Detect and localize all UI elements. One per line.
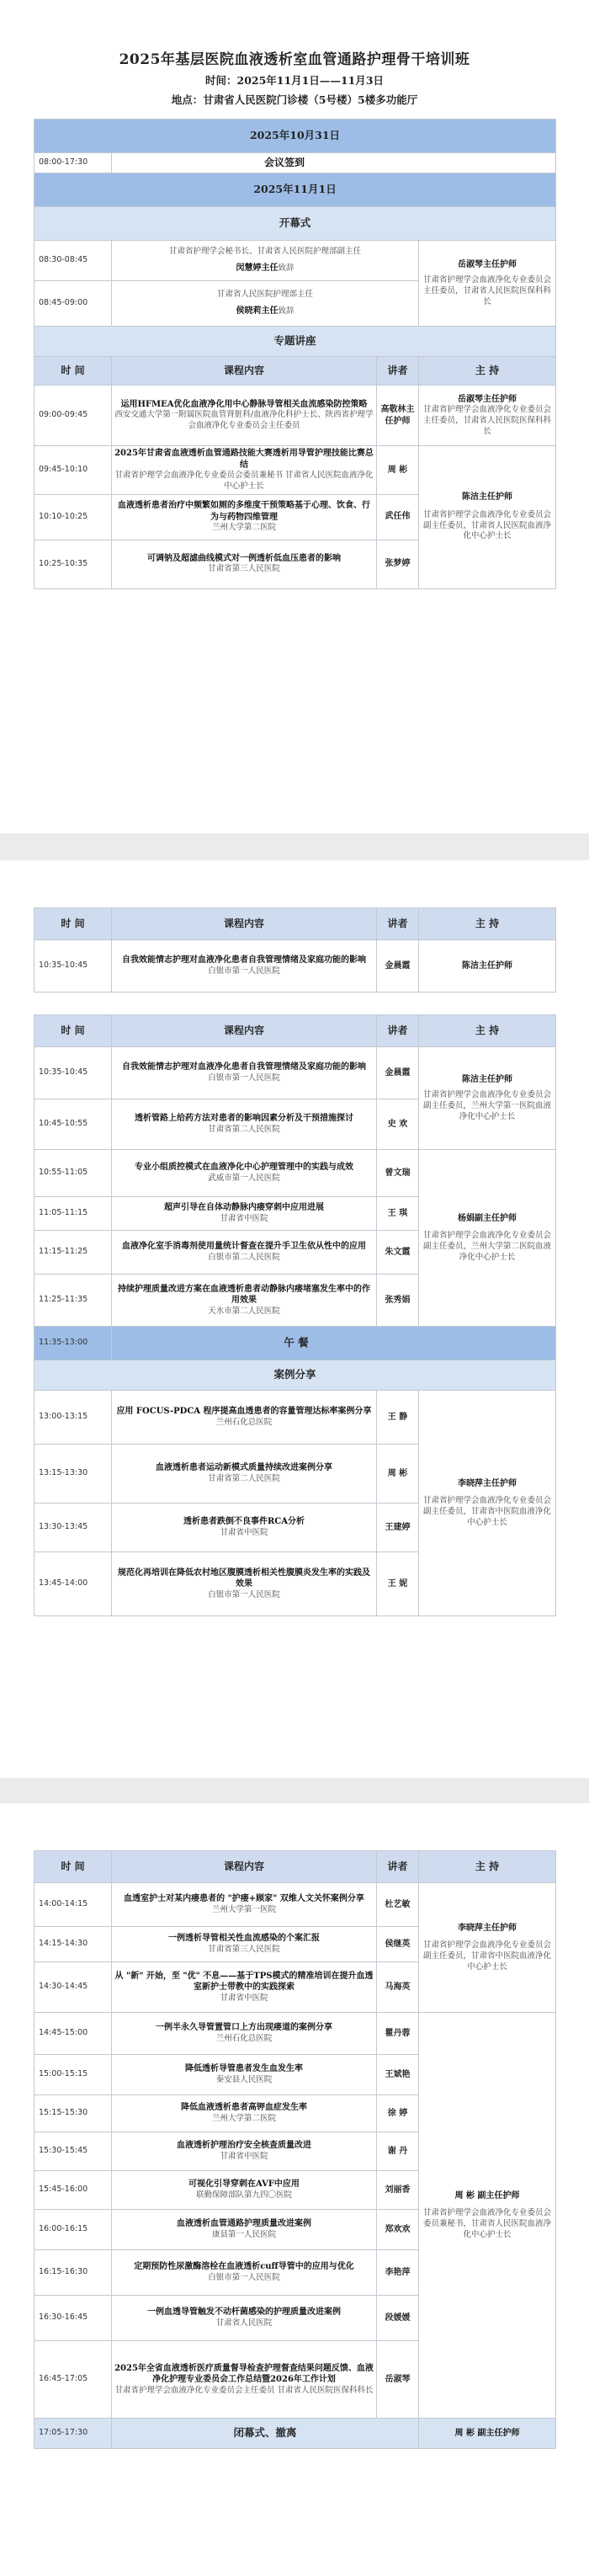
table-row [34, 153, 556, 173]
column-header-row [34, 908, 556, 940]
speaker-cell: 金晨霞 [377, 1047, 419, 1099]
time-cell: 08:30-08:45 [34, 241, 112, 281]
topic-title: 定期预防性尿激酶溶栓在血液透析cuff导管中的应用与优化 [134, 2262, 354, 2272]
time-cell: 16:30-16:45 [34, 2296, 112, 2341]
time-cell: 14:15-14:30 [34, 1927, 112, 1962]
time-cell: 10:35-10:45 [34, 940, 112, 993]
topic-cell [112, 2210, 377, 2250]
speaker-cell: 高敬林主任护师 [377, 386, 419, 446]
host-name: 李晓萍主任护师 [458, 1923, 517, 1933]
time-cell: 16:45-17:05 [34, 2341, 112, 2419]
col-header-topic: 课程内容 [112, 1851, 377, 1883]
table-row [34, 2013, 556, 2055]
speaker-cell: 岳淑琴 [377, 2341, 419, 2419]
speaker-cell: 王 妮 [377, 1552, 419, 1616]
time-cell: 10:35-10:45 [34, 1047, 112, 1099]
time-cell: 14:45-15:00 [34, 2013, 112, 2055]
table-row [34, 1391, 556, 1445]
time-cell: 10:55-11:05 [34, 1150, 112, 1197]
topic-cell [112, 281, 419, 327]
speaker-name: 闵慧婷主任 [236, 263, 279, 273]
topic-unit: 白银市第一人民医院 [208, 1589, 280, 1599]
topic-cell [112, 1391, 377, 1445]
topic-cell [112, 2250, 377, 2296]
col-header-speaker: 讲者 [377, 1851, 419, 1883]
topic-cell [112, 1047, 377, 1099]
time-cell: 15:00-15:15 [34, 2055, 112, 2095]
column-header-row [34, 357, 556, 386]
speaker-cell: 段媛媛 [377, 2296, 419, 2341]
section-header-cases [34, 1360, 556, 1391]
topic-title: 透析患者跌倒不良事件RCA分析 [183, 1517, 305, 1527]
topic-unit: 白银市第一人民医院 [208, 2272, 280, 2282]
day-header-nov1 [34, 173, 556, 207]
topic-unit: 天水市第二人民医院 [208, 1306, 280, 1316]
host-cell [419, 1883, 556, 2013]
time-cell: 13:45-14:00 [34, 1552, 112, 1616]
host-name: 岳淑琴主任护师 [458, 259, 517, 269]
topic-unit: 甘肃省人民医院 [215, 2318, 273, 2328]
speaker-cell: 谢 丹 [377, 2132, 419, 2171]
col-header-topic: 课程内容 [112, 357, 377, 386]
topic-unit: 甘肃省中医院 [220, 2151, 268, 2161]
topic-unit: 兰州石化总医院 [215, 1417, 273, 1427]
topic-title: 运用HFMEA优化血液净化用中心静脉导管相关血流感染防控策略 [120, 399, 368, 409]
host-name: 岳淑琴主任护师 [458, 394, 517, 404]
topic-unit: 兰州大学第二医院 [211, 2113, 276, 2123]
col-header-host: 主 持 [419, 908, 556, 940]
time-cell: 10:25-10:35 [34, 540, 112, 588]
section-header-lecture [34, 327, 556, 357]
topic-title: 血液透析患者运动新模式质量持续改进案例分享 [156, 1463, 332, 1473]
closing-label: 闭幕式、撤离 [112, 2419, 419, 2449]
document-date: 时间：2025年11月1日——11月3日 [205, 74, 384, 87]
speaker-cell: 张梦婷 [377, 540, 419, 588]
host-desc: 甘肃省护理学会血液净化专业委员会副主任委员，甘肃省中医院血液净化中心护士长 [422, 1496, 551, 1527]
schedule-table-2a [34, 907, 556, 993]
topic-cell [112, 940, 377, 993]
table-row [34, 241, 556, 281]
section-label: 案例分享 [34, 1360, 556, 1391]
schedule-table-2b [34, 1014, 556, 1616]
topic-unit: 甘肃省第二人民医院 [208, 1124, 280, 1134]
col-header-topic: 课程内容 [112, 908, 377, 940]
day-label: 2025年11月1日 [34, 173, 556, 207]
host-desc: 甘肃省护理学会血液净化专业委员会委员兼秘书，甘肃省人民医院血液净化中心护士长 [422, 2208, 551, 2239]
topic-unit: 兰州石化总医院 [215, 2033, 273, 2043]
lunch-label: 午 餐 [112, 1327, 556, 1360]
col-header-time: 时 间 [34, 1851, 112, 1883]
topic-unit: 甘肃省中医院 [220, 1527, 268, 1537]
speaker-cell: 武任伟 [377, 494, 419, 540]
host-desc: 甘肃省护理学会血液净化专业委员会副主任委员，兰州大学第二医院血液净化中心护士长 [422, 1231, 551, 1262]
speaker-cell: 郑欢欢 [377, 2210, 419, 2250]
topic-title: 可视化引导穿刺在AVF中应用 [188, 2179, 300, 2190]
time-cell: 13:15-13:30 [34, 1445, 112, 1504]
topic-unit: 康县第一人民医院 [211, 2229, 276, 2239]
topic-unit: 甘肃省中医院 [220, 1213, 268, 1223]
speaker-cell: 王斌艳 [377, 2055, 419, 2095]
topic-title: 从 "新" 开始，至 "优" 不息——基于TPS模式的精准培训在提升血透室新护士带教中的实践探索 [114, 1971, 374, 1993]
speaker-cell: 曾文瑞 [377, 1150, 419, 1197]
topic-cell [112, 386, 377, 446]
topic-title: 超声引导在自体动静脉内瘘穿刺中应用进展 [164, 1203, 324, 1213]
time-cell: 13:30-13:45 [34, 1504, 112, 1552]
topic-title: 自我效能情志护理对血液净化患者自我管理情绪及家庭功能的影响 [122, 955, 366, 966]
time-cell: 11:15-11:25 [34, 1231, 112, 1275]
host-cell: 陈洁主任护师 [419, 940, 556, 993]
col-header-speaker: 讲者 [377, 357, 419, 386]
time-cell: 17:05-17:30 [34, 2419, 112, 2449]
topic-title: 降低血液透析患者高钾血症发生率 [181, 2103, 307, 2113]
topic-unit: 甘肃省护理学会血液净化专业委员会主任委员 甘肃省人民医院医保科科长 [114, 2385, 374, 2395]
table-row [34, 386, 556, 446]
topic-cell [112, 1197, 377, 1231]
section-label: 专题讲座 [34, 327, 556, 357]
topic-title: 应用 FOCUS-PDCA 程序提高血透患者的容量管理达标率案例分享 [116, 1407, 372, 1417]
page-2 [0, 860, 589, 1778]
topic-unit: 联勤保障部队第九四〇医院 [195, 2190, 292, 2200]
topic-unit: 白银市第二人民医院 [208, 1252, 280, 1262]
col-header-speaker: 讲者 [377, 1015, 419, 1047]
time-cell: 11:25-11:35 [34, 1275, 112, 1327]
lunch-row [34, 1327, 556, 1360]
topic-cell [112, 1231, 377, 1275]
host-cell [419, 1047, 556, 1150]
host-cell [419, 1150, 556, 1327]
time-cell: 10:10-10:25 [34, 494, 112, 540]
table-row [34, 1883, 556, 1927]
page-1 [0, 0, 589, 833]
document-title: 2025年基层医院血液透析室血管通路护理骨干培训班 [119, 51, 470, 68]
time-cell: 14:00-14:15 [34, 1883, 112, 1927]
time-cell: 15:45-16:00 [34, 2171, 112, 2210]
topic-unit: 白银市第一人民医院 [208, 966, 280, 976]
speaker-desc: 甘肃省人民医院护理部主任 [216, 290, 313, 300]
topic-cell [112, 2341, 377, 2419]
col-header-topic: 课程内容 [112, 1015, 377, 1047]
speaker-cell: 刘丽香 [377, 2171, 419, 2210]
topic-title: 2025年全省血液透析医疗质量督导检查护理督查结果问题反馈、血液净化护理专业委员会工作总结暨2026年工作计划 [114, 2363, 374, 2385]
topic-cell [112, 2132, 377, 2171]
host-desc: 甘肃省护理学会血液净化专业委员会副主任委员，甘肃省中医院血液净化中心护士长 [422, 1940, 551, 1972]
topic-unit: 武威市第一人民医院 [208, 1173, 280, 1183]
speaker-cell: 王建婷 [377, 1504, 419, 1552]
speaker-cell: 张秀娟 [377, 1275, 419, 1327]
topic-cell [112, 2013, 377, 2055]
speaker-role: 致辞 [278, 263, 294, 273]
topic-cell [112, 494, 377, 540]
topic-title: 一例血透导管触发不动杆菌感染的护理质量改进案例 [147, 2307, 341, 2318]
document-header [34, 0, 555, 107]
topic-cell [112, 1883, 377, 1927]
topic-unit: 兰州大学第二医院 [211, 523, 276, 533]
host-desc: 甘肃省护理学会血液净化专业委员会副主任委员，兰州大学第一医院血液净化中心护士长 [422, 1090, 551, 1121]
schedule-table-1 [34, 119, 556, 589]
speaker-cell: 王 琪 [377, 1197, 419, 1231]
host-name: 杨娟副主任护师 [458, 1213, 517, 1223]
table-row [34, 940, 556, 993]
topic-unit: 兰州大学第一医院 [211, 1904, 276, 1914]
topic-title: 持续护理质量改进方案在血液透析患者动静脉内瘘堵塞发生率中的作用效果 [118, 1284, 370, 1306]
topic-unit: 西安交通大学第一附属医院血管肾脏科/血液净化科护士长、陕西省护理学会血液净化专业委员会主任委员 [114, 410, 374, 431]
speaker-cell: 瞿丹蓉 [377, 2013, 419, 2055]
col-header-time: 时 间 [34, 357, 112, 386]
time-cell: 14:30-14:45 [34, 1962, 112, 2013]
closing-row [34, 2419, 556, 2449]
speaker-cell: 徐 婷 [377, 2095, 419, 2132]
time-cell: 16:15-16:30 [34, 2250, 112, 2296]
time-cell: 15:30-15:45 [34, 2132, 112, 2171]
speaker-cell: 王 静 [377, 1391, 419, 1445]
topic-cell [112, 1927, 377, 1962]
time-cell: 11:05-11:15 [34, 1197, 112, 1231]
topic-title: 血液透析患者治疗中频繁如厕的多维度干预策略基于心理、饮食、行为与药物四维管理 [118, 501, 370, 522]
host-desc: 甘肃省护理学会血液净化专业委员会主任委员，甘肃省人民医院医保科科长 [423, 275, 552, 306]
topic-cell [112, 2296, 377, 2341]
topic-cell [112, 1150, 377, 1197]
speaker-role: 致辞 [278, 306, 294, 316]
topic-cell [112, 1099, 377, 1150]
topic-title: 专业小组质控模式在血液净化中心护理管理中的实践与成效 [135, 1163, 353, 1173]
speaker-desc: 甘肃省护理学会秘书长、甘肃省人民医院护理部副主任 [168, 247, 361, 257]
time-cell: 09:45-10:10 [34, 446, 112, 495]
topic-title: 透析管路上给药方法对患者的影响因素分析及干预措施探讨 [135, 1114, 353, 1124]
topic-cell [112, 446, 377, 495]
topic-title: 血透室护士对某内瘘患者的 "护瘘+顾家" 双维人文关怀案例分享 [124, 1894, 364, 1904]
topic-title: 一例半永久导管置管口上方出现瘘道的案例分享 [156, 2023, 332, 2033]
topic-title: 一例透析导管相关性血流感染的个案汇报 [168, 1934, 320, 1944]
host-name: 周 彬 副主任护师 [454, 2190, 520, 2201]
col-header-time: 时 间 [34, 1015, 112, 1047]
table-row [34, 1047, 556, 1099]
topic-title: 可调钠及超滤曲线模式对一例透析低血压患者的影响 [147, 553, 341, 563]
speaker-cell: 周 彬 [377, 1445, 419, 1504]
topic-title: 2025年甘肃省血液透析血管通路技能大赛透析用导管护理技能比赛总结 [114, 449, 374, 470]
schedule-table-3 [34, 1850, 556, 2449]
speaker-cell: 杜艺敏 [377, 1883, 419, 1927]
speaker-cell: 侯继英 [377, 1927, 419, 1962]
topic-unit: 白银市第一人民医院 [208, 1072, 280, 1083]
col-header-host: 主 持 [419, 1851, 556, 1883]
section-header-opening [34, 207, 556, 241]
topic-cell [112, 241, 419, 281]
speaker-cell: 马海英 [377, 1962, 419, 2013]
table-row [34, 446, 556, 495]
column-header-row [34, 1015, 556, 1047]
host-desc: 甘肃省护理学会血液净化专业委员会主任委员，甘肃省人民医院医保科科长 [423, 405, 552, 436]
topic-cell [112, 1962, 377, 2013]
host-cell [419, 2013, 556, 2419]
topic-title: 血液净化室手消毒剂使用量统计督查在提升手卫生依从性中的应用 [122, 1242, 366, 1252]
topic-unit: 甘肃省第三人民医院 [208, 1944, 280, 1954]
topic-unit: 甘肃省第二人民医院 [208, 1473, 280, 1483]
speaker-name: 侯晓莉主任 [236, 306, 279, 316]
col-header-time: 时 间 [34, 908, 112, 940]
time-cell: 08:00-17:30 [34, 153, 112, 173]
host-name: 陈洁主任护师 [462, 1074, 512, 1084]
topic-cell [112, 1504, 377, 1552]
page-3 [0, 1803, 589, 2576]
time-cell: 11:35-13:00 [34, 1327, 112, 1360]
day-label: 2025年10月31日 [34, 120, 556, 153]
table-row [34, 1150, 556, 1197]
col-header-speaker: 讲者 [377, 908, 419, 940]
host-cell [419, 1391, 556, 1616]
time-cell: 13:00-13:15 [34, 1391, 112, 1445]
host-cell [419, 241, 556, 327]
topic-title: 规范化再培训在降低农村地区腹膜透析相关性腹膜炎发生率的实践及效果 [118, 1567, 370, 1589]
topic-cell [112, 1275, 377, 1327]
speaker-cell: 周 彬 [377, 446, 419, 495]
topic-title: 降低透析导管患者发生血发生率 [185, 2064, 303, 2074]
topic-cell [112, 2055, 377, 2095]
topic-unit: 甘肃省第三人民医院 [208, 564, 280, 574]
closing-host: 周 彬 副主任护师 [419, 2419, 556, 2449]
host-name: 陈洁主任护师 [462, 492, 513, 503]
topic-unit: 甘肃省中医院 [220, 1993, 268, 2003]
topic-cell [112, 2095, 377, 2132]
section-label: 开幕式 [34, 207, 556, 241]
topic-title: 血液透析血管通路护理质量改进案例 [177, 2219, 311, 2229]
time-cell: 10:45-10:55 [34, 1099, 112, 1150]
host-desc: 甘肃省护理学会血液净化专业委员会副主任委员，甘肃省人民医院血液净化中心护士长 [423, 509, 552, 541]
topic-cell [112, 1445, 377, 1504]
topic-cell: 会议签到 [112, 153, 556, 173]
document-place: 地点：甘肃省人民医院门诊楼（5号楼）5楼多功能厅 [171, 93, 418, 106]
speaker-cell: 金晨霞 [377, 940, 419, 993]
topic-unit: 秦安县人民医院 [215, 2074, 273, 2084]
topic-title: 血液透析护理治疗安全核查质量改进 [177, 2141, 311, 2151]
host-cell [419, 446, 556, 589]
topic-title: 自我效能情志护理对血液净化患者自我管理情绪及家庭功能的影响 [122, 1062, 366, 1072]
time-cell: 09:00-09:45 [34, 386, 112, 446]
col-header-host: 主 持 [419, 357, 556, 386]
time-cell: 15:15-15:30 [34, 2095, 112, 2132]
speaker-cell: 朱文霞 [377, 1231, 419, 1275]
speaker-cell: 史 欢 [377, 1099, 419, 1150]
time-cell: 08:45-09:00 [34, 281, 112, 327]
topic-unit: 甘肃省护理学会血液净化专业委员会委员兼秘书 甘肃省人民医院血液净化中心护士长 [114, 471, 374, 491]
host-cell [419, 386, 556, 446]
topic-cell [112, 540, 377, 588]
topic-cell [112, 2171, 377, 2210]
speaker-cell: 李艳萍 [377, 2250, 419, 2296]
topic-cell [112, 1552, 377, 1616]
day-header-oct31 [34, 120, 556, 153]
time-cell: 16:00-16:15 [34, 2210, 112, 2250]
column-header-row [34, 1851, 556, 1883]
host-name: 李晓萍主任护师 [458, 1478, 517, 1488]
col-header-host: 主 持 [419, 1015, 556, 1047]
